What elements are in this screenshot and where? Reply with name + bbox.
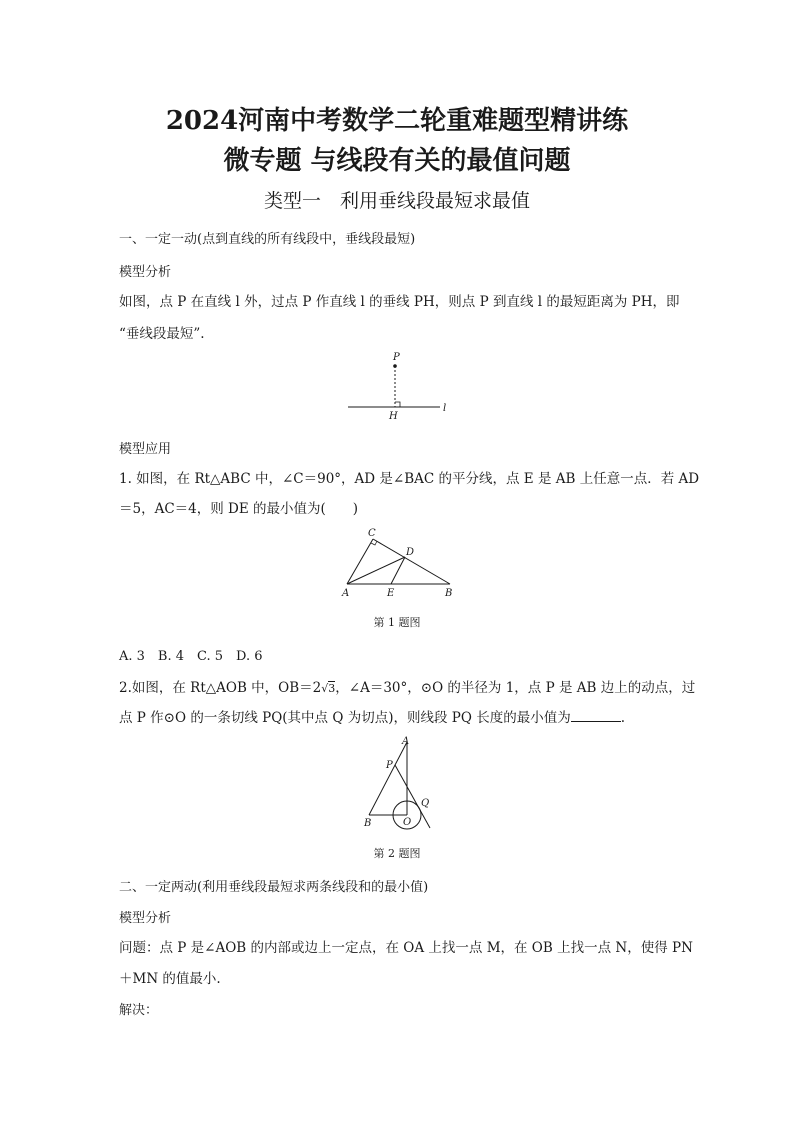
q1-triangle-figure [335, 526, 465, 602]
segment-de [391, 557, 405, 584]
analysis-text-line1: 如图，点 P 在直线 l 外，过点 P 作直线 l 的垂线 PH，则点 P 到直线 l 的最短距离为 PH，即 [119, 294, 680, 310]
q2-text-a: 2.如图，在 Rt△AOB 中，OB＝2 [119, 680, 322, 696]
label-d: D [406, 547, 415, 558]
answer-blank[interactable] [571, 709, 621, 722]
label-p: P [386, 760, 393, 771]
label-a: A [402, 736, 410, 747]
tangent-pq [395, 765, 430, 828]
model-application-label: 模型应用 [119, 442, 172, 457]
right-angle-mark [395, 402, 400, 407]
label-l: l [443, 403, 447, 414]
label-o: O [403, 817, 412, 828]
label-a: A [342, 588, 350, 599]
problem-text-line2: ＋MN 的值最小. [119, 971, 221, 987]
label-h: H [389, 411, 398, 422]
q2-text-c: 点 P 作⊙O 的一条切线 PQ(其中点 Q 为切点)，则线段 PQ 长度的最小值为 [119, 710, 571, 726]
label-b: B [364, 818, 372, 829]
type-subtitle: 类型一 利用垂线段最短求最值 [263, 190, 530, 212]
q2-text-b: ，∠A＝30°，⊙O 的半径为 1，点 P 是 AB 边上的动点，过 [335, 680, 696, 696]
label-c: C [368, 528, 376, 539]
section1-heading: 一、一定一动(点到直线的所有线段中，垂线段最短) [119, 232, 416, 247]
problem-text-line1: 问题：点 P 是∠AOB 的内部或边上一定点，在 OA 上找一点 M，在 OB 上找一点 N，使得 PN [119, 940, 693, 956]
segment-cb [373, 539, 450, 584]
label-q: Q [421, 798, 430, 809]
section2-heading: 二、一定两动(利用垂线段最短求两条线段和的最小值) [119, 880, 429, 895]
analysis-text-line2: “垂线段最短”. [119, 326, 205, 342]
page-title-line1: 2024河南中考数学二轮重难题型精讲练 [165, 106, 629, 136]
label-e: E [387, 588, 395, 599]
q2-text-end: . [620, 710, 625, 726]
q2-text-line1 [119, 676, 695, 696]
q2-text-line2 [119, 706, 625, 726]
q2-caption: 第 2 题图 [373, 847, 421, 860]
segment-ac [347, 539, 373, 584]
q1-options: A. 3 B. 4 C. 5 D. 6 [119, 649, 263, 664]
label-p: P [393, 352, 400, 363]
point-p [393, 364, 397, 368]
q1-caption: 第 1 题图 [373, 616, 421, 629]
q2-triangle-figure [355, 732, 445, 832]
perpendicular-figure [340, 348, 460, 426]
page-title-line2: 微专题 与线段有关的最值问题 [223, 146, 571, 176]
q1-text-line1: 1. 如图，在 Rt△ABC 中，∠C＝90°，AD 是∠BAC 的平分线，点 E 是 AB 上任意一点．若 AD [119, 471, 700, 487]
q2-sqrt-value: 3 [328, 682, 336, 695]
segment-ab [369, 742, 407, 815]
sqrt-sign: √ [321, 682, 329, 695]
label-b: B [445, 588, 453, 599]
solve-label: 解决： [119, 1003, 159, 1018]
q1-text-line2: ＝5，AC＝4，则 DE 的最小值为( ) [119, 501, 359, 517]
section2-analysis-label: 模型分析 [119, 911, 172, 926]
segment-ad [347, 557, 405, 584]
model-analysis-label: 模型分析 [119, 265, 172, 280]
